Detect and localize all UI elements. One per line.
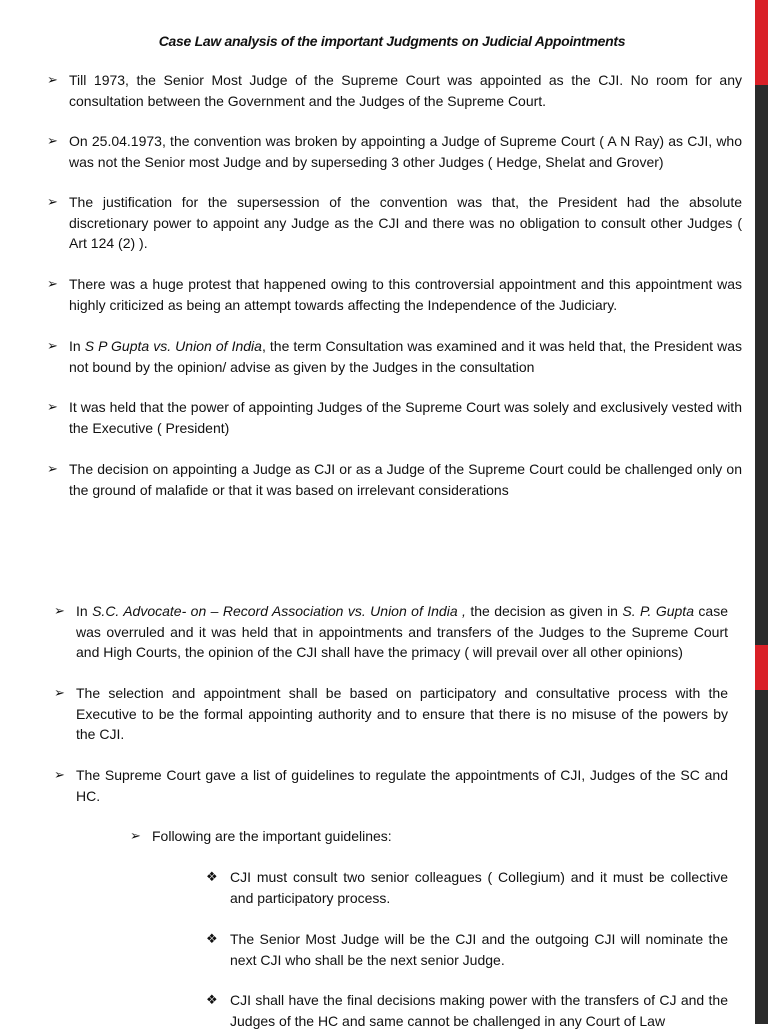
bullet-text: The decision on appointing a Judge as CJI or as a Judge of the Supreme Court could be challenged only on the ground of malafide or that it was based on irrelevant considerations	[69, 461, 742, 498]
arrow-bullet-icon: ➢	[54, 685, 65, 700]
bullet-text: Till 1973, the Senior Most Judge of the Supreme Court was appointed as the CJI. No room for any consultation between the Government and the Judges of the Supreme Court.	[69, 72, 742, 109]
case-name-sp-gupta: S P Gupta vs. Union of India	[84, 338, 262, 354]
bullet-text-rest: , the term Consultation was examined and it was held that, the President was not bound by the opinion/ advise as given by the Judges in the consultation	[69, 338, 743, 375]
guideline-text: CJI shall have the final decisions making power with the transfers of CJ and the Judges of the HC and same cannot be challenged in any Court of Law	[230, 992, 728, 1029]
guideline-item	[206, 990, 728, 1031]
bullet-item	[54, 601, 728, 663]
bullet-item	[47, 397, 742, 438]
bullet-text-lead: In	[76, 603, 93, 619]
bullet-text: The justification for the supersession of the convention was that, the President had the absolute discretionary power to appoint any Judge as the CJI and there was no obligation to consult other Judges ( Art 124 (2) ).	[69, 194, 742, 251]
bullet-item	[47, 70, 742, 111]
guideline-text: CJI must consult two senior colleagues ( Collegium) and it must be collective and participatory process.	[230, 869, 728, 906]
bullet-item	[47, 336, 742, 377]
bullet-item	[54, 683, 728, 745]
bullet-text: On 25.04.1973, the convention was broken by appointing a Judge of Supreme Court ( A N Ray) as CJI, who was not the Senior most Judge and by superseding 3 other Judges ( Hedge, Shelat and Grover)	[69, 133, 742, 170]
bullet-text-mid: the decision as given in	[465, 603, 623, 619]
arrow-bullet-icon: ➢	[47, 72, 58, 87]
arrow-bullet-icon: ➢	[54, 603, 65, 618]
arrow-bullet-icon: ➢	[54, 767, 65, 782]
guideline-item	[206, 867, 728, 908]
sub-heading-item	[130, 826, 430, 847]
diamond-bullet-icon: ❖	[206, 931, 218, 946]
arrow-bullet-icon: ➢	[47, 133, 58, 148]
case-name-sp-gupta: S. P. Gupta	[622, 603, 694, 619]
bullet-text: The selection and appointment shall be based on participatory and consultative process with the Executive to be the formal appointing authority and to ensure that there is no misuse of the powers by the CJI.	[76, 685, 728, 742]
arrow-bullet-icon: ➢	[130, 828, 141, 843]
bullet-item	[54, 765, 728, 806]
arrow-bullet-icon: ➢	[47, 194, 58, 209]
bullet-text	[69, 336, 742, 377]
bullet-text-lead: In	[69, 338, 85, 354]
arrow-bullet-icon: ➢	[47, 338, 58, 353]
slide-2	[0, 540, 768, 1029]
bullet-item	[47, 192, 742, 254]
diamond-bullet-icon: ❖	[206, 992, 218, 1007]
bullet-text	[76, 601, 728, 663]
bullet-text: It was held that the power of appointing Judges of the Supreme Court was solely and exclusively vested with the Executive ( President)	[69, 399, 742, 436]
slide-title: Case Law analysis of the important Judgments on Judicial Appointments	[158, 33, 626, 49]
sub-heading-text: Following are the important guidelines:	[152, 828, 392, 844]
bullet-item	[47, 459, 742, 500]
case-name-sc-aor: S.C. Advocate- on – Record Association vs. Union of India ,	[92, 603, 466, 619]
bullet-item	[47, 131, 742, 172]
arrow-bullet-icon: ➢	[47, 276, 58, 291]
diamond-bullet-icon: ❖	[206, 869, 218, 884]
bullet-text: The Supreme Court gave a list of guidelines to regulate the appointments of CJI, Judges of the SC and HC.	[76, 767, 728, 804]
arrow-bullet-icon: ➢	[47, 461, 58, 476]
bullet-text-rest: case was overruled and it was held that in appointments and transfers of the Judges to the Supreme Court and High Courts, the opinion of the CJI shall have the primacy ( will prevail over all other opinions)	[76, 603, 728, 660]
arrow-bullet-icon: ➢	[47, 399, 58, 414]
guideline-item	[206, 929, 728, 970]
bullet-item	[47, 274, 742, 315]
guideline-text: The Senior Most Judge will be the CJI and the outgoing CJI will nominate the next CJI who shall be the next senior Judge.	[230, 931, 728, 968]
bullet-text: There was a huge protest that happened owing to this controversial appointment and this appointment was highly criticized as being an attempt towards affecting the Independence of the Judiciary.	[69, 276, 742, 313]
